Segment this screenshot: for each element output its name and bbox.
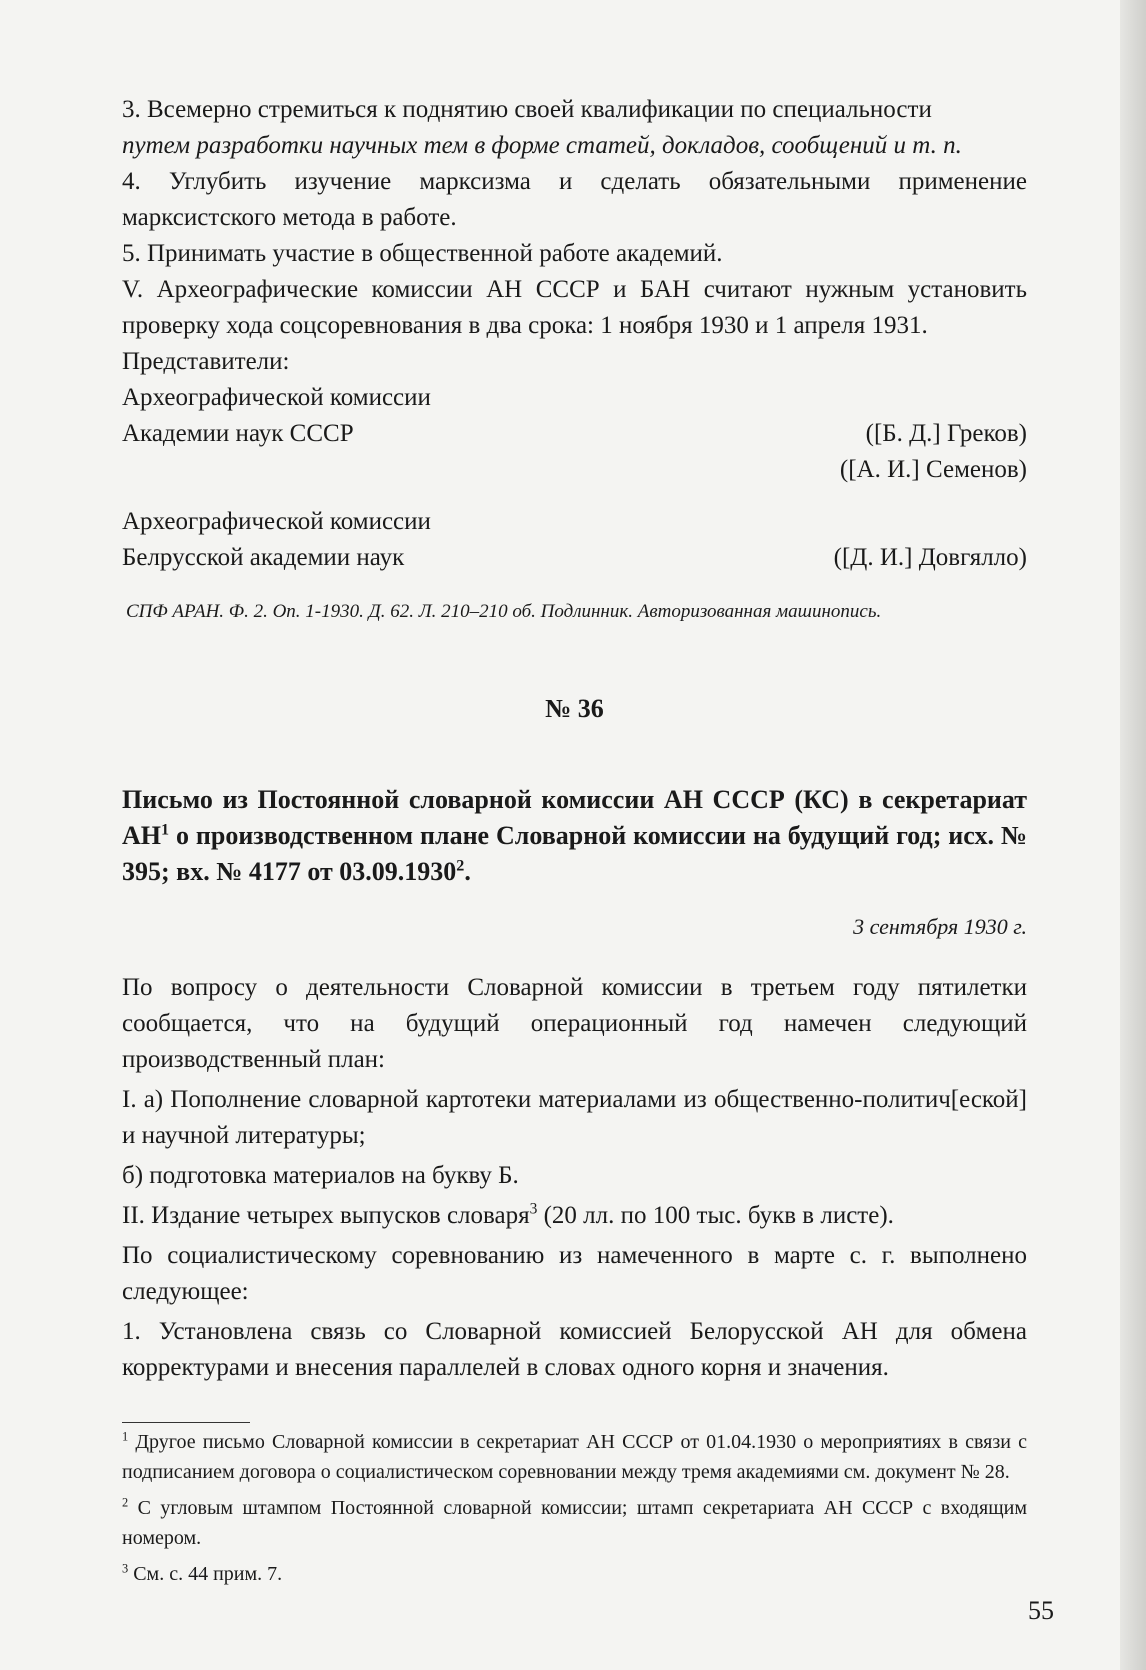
item-3-line1: 3. Всемерно стремиться к поднятию своей квалификации по специальности — [122, 96, 932, 123]
signature-row-2 — [122, 452, 1027, 488]
page-number: 55 — [1028, 1596, 1054, 1625]
signature-dovgyallo: ([Д. И.] Довгялло) — [833, 544, 1027, 571]
footnote-ref-1: 1 — [161, 821, 170, 839]
document-date: 3 сентября 1930 г. — [853, 914, 1027, 939]
signature-row-3 — [122, 540, 1027, 576]
item-3-line2: путем разработки научных тем в форме статей, докладов, сообщений и т. п. — [122, 132, 962, 159]
org2-line2: Белрусской академии наук — [122, 544, 405, 571]
footnote-3: $^3$ См. с. 44 прим. 7. — [122, 1561, 283, 1585]
archive-source-note: СПФ АРАН. Ф. 2. Оп. 1-1930. Д. 62. Л. 210–210 об. Подлинник. Авторизованная машинопись. — [126, 601, 882, 622]
item-4: 4. Углубить изучение марксизма и сделать обязательными применение марксистского метода в работе. — [122, 168, 1027, 231]
footnote-ref-3: 3 — [529, 1200, 538, 1218]
letter-para-5: По социалистическому соревнованию из намеченного в марте с. г. выполнено следующее: — [122, 1242, 1027, 1305]
document-number: № 36 — [545, 694, 604, 723]
item-5: 5. Принимать участие в общественной работе академий. — [122, 240, 723, 267]
signature-row-1 — [122, 416, 1027, 452]
footnote-divider — [122, 1422, 250, 1423]
footnote-2: $^2$ С угловым штампом Постоянной словарной комиссии; штамп секретариата АН СССР с входящим номером. — [122, 1495, 1027, 1549]
org1-line2: Академии наук СССР — [122, 420, 354, 447]
letter-para-2: I. а) Пополнение словарной картотеки материалами из общественно-политич[еской] и научной литературы; — [122, 1086, 1027, 1149]
org1-line1: Археографической комиссии — [122, 384, 431, 411]
signature-grekov: ([Б. Д.] Греков) — [865, 420, 1027, 447]
letter-para-1: По вопросу о деятельности Словарной комиссии в третьем году пятилетки сообщается, что на будущий операционный год намечен следующий производственный план: — [122, 974, 1027, 1073]
letter-para-3: б) подготовка материалов на букву Б. — [122, 1162, 519, 1189]
letter-para-4: II. Издание четырех выпусков словаря$^3$ (20 лл. по 100 тыс. букв в листе). — [122, 1200, 894, 1229]
footnote-1: $^1$ Другое письмо Словарной комиссии в секретариат АН СССР от 01.04.1930 о мероприятиях в связи с подписанием договора о социалистическом соревновании между тремя академиями см. документ № 28. — [122, 1429, 1027, 1483]
page-edge-shadow — [1120, 0, 1146, 1670]
page-content — [122, 92, 1027, 1589]
signature-semenov: ([А. И.] Семенов) — [839, 456, 1027, 483]
signature-block — [122, 344, 1027, 576]
footnote-ref-2: 2 — [456, 857, 465, 875]
signatures-heading: Представители: — [122, 348, 290, 375]
org2-line1: Археографической комиссии — [122, 508, 431, 535]
footnotes — [122, 1427, 1027, 1589]
letter-para-6: 1. Установлена связь со Словарной комиссией Белорусской АН для обмена корректурами и внесения параллелей в словах одного корня и значения. — [122, 1318, 1027, 1381]
document-title: Письмо из Постоянной словарной комиссии АН СССР (КС) в секретариат $АН^1$ о производственном плане Словарной комиссии на будущий год; исх. № 395; вх. № 4177 от 03.09.1930$^2$. — [122, 785, 1027, 886]
item-V: V. Археографические комиссии АН СССР и БАН считают нужным установить проверку хода соцсоревнования в два срока: 1 ноября 1930 и 1 апреля 1931. — [122, 276, 1027, 339]
